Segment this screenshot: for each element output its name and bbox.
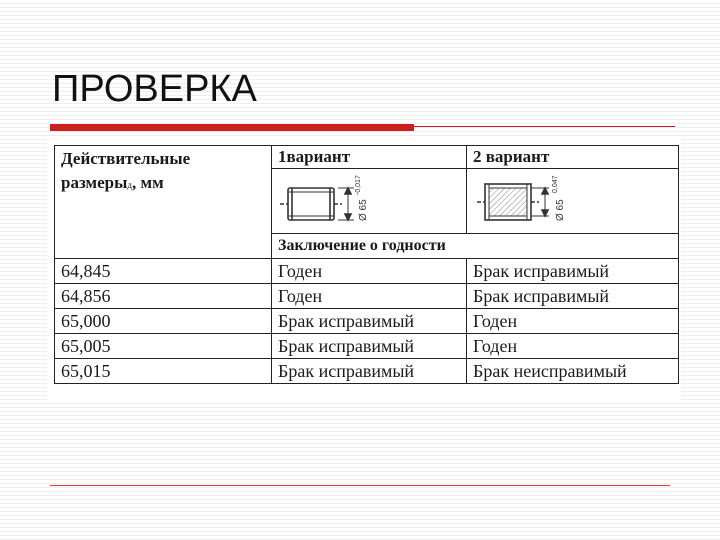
row-5-variant-1: Брак исправимый [272,359,467,384]
header-actual-sizes-line1: Действительные [61,149,191,168]
row-1-variant-2: Брак исправимый [467,259,679,284]
header-variant-1: 1вариант [272,146,467,169]
variant-1-drawing-cell [272,169,467,234]
header-unit: , мм [132,173,164,192]
header-subscript: д [127,180,132,190]
bore-drawing [467,169,678,233]
row-3-size: 65,000 [55,309,272,334]
variant-1-dimension: Ø 65 [358,199,369,221]
row-1-size: 64,845 [55,259,272,284]
row-5-size: 65,015 [55,359,272,384]
title-underline-line [414,126,675,127]
conclusion-label: Заключение о годности [272,234,679,259]
inspection-table [54,145,679,384]
footer-rule [50,485,670,486]
row-4-size: 65,005 [55,334,272,359]
row-3-variant-2: Годен [467,309,679,334]
row-2-variant-1: Годен [272,284,467,309]
table-header-row [55,146,679,169]
table-row [55,334,679,359]
header-variant-2: 2 вариант [467,146,679,169]
table-row [55,359,679,384]
row-4-variant-2: Годен [467,334,679,359]
variant-1-tolerance: -0,017 [355,175,362,195]
row-2-variant-2: Брак исправимый [467,284,679,309]
row-4-variant-1: Брак исправимый [272,334,467,359]
table-row [55,259,679,284]
slide-title: ПРОВЕРКА [52,68,257,110]
shaft-drawing [272,169,466,233]
header-actual-sizes [55,146,272,259]
table-row [55,284,679,309]
row-1-variant-1: Годен [272,259,467,284]
row-2-size: 64,856 [55,284,272,309]
title-underline-bar [50,124,414,131]
variant-2-dimension: Ø 65 [555,199,566,221]
variant-2-drawing-cell [467,169,679,234]
variant-2-tolerance: 0,047 [552,175,559,193]
table-row [55,309,679,334]
row-5-variant-2: Брак неисправимый [467,359,679,384]
row-3-variant-1: Брак исправимый [272,309,467,334]
header-actual-sizes-line2: размеры [61,173,128,192]
